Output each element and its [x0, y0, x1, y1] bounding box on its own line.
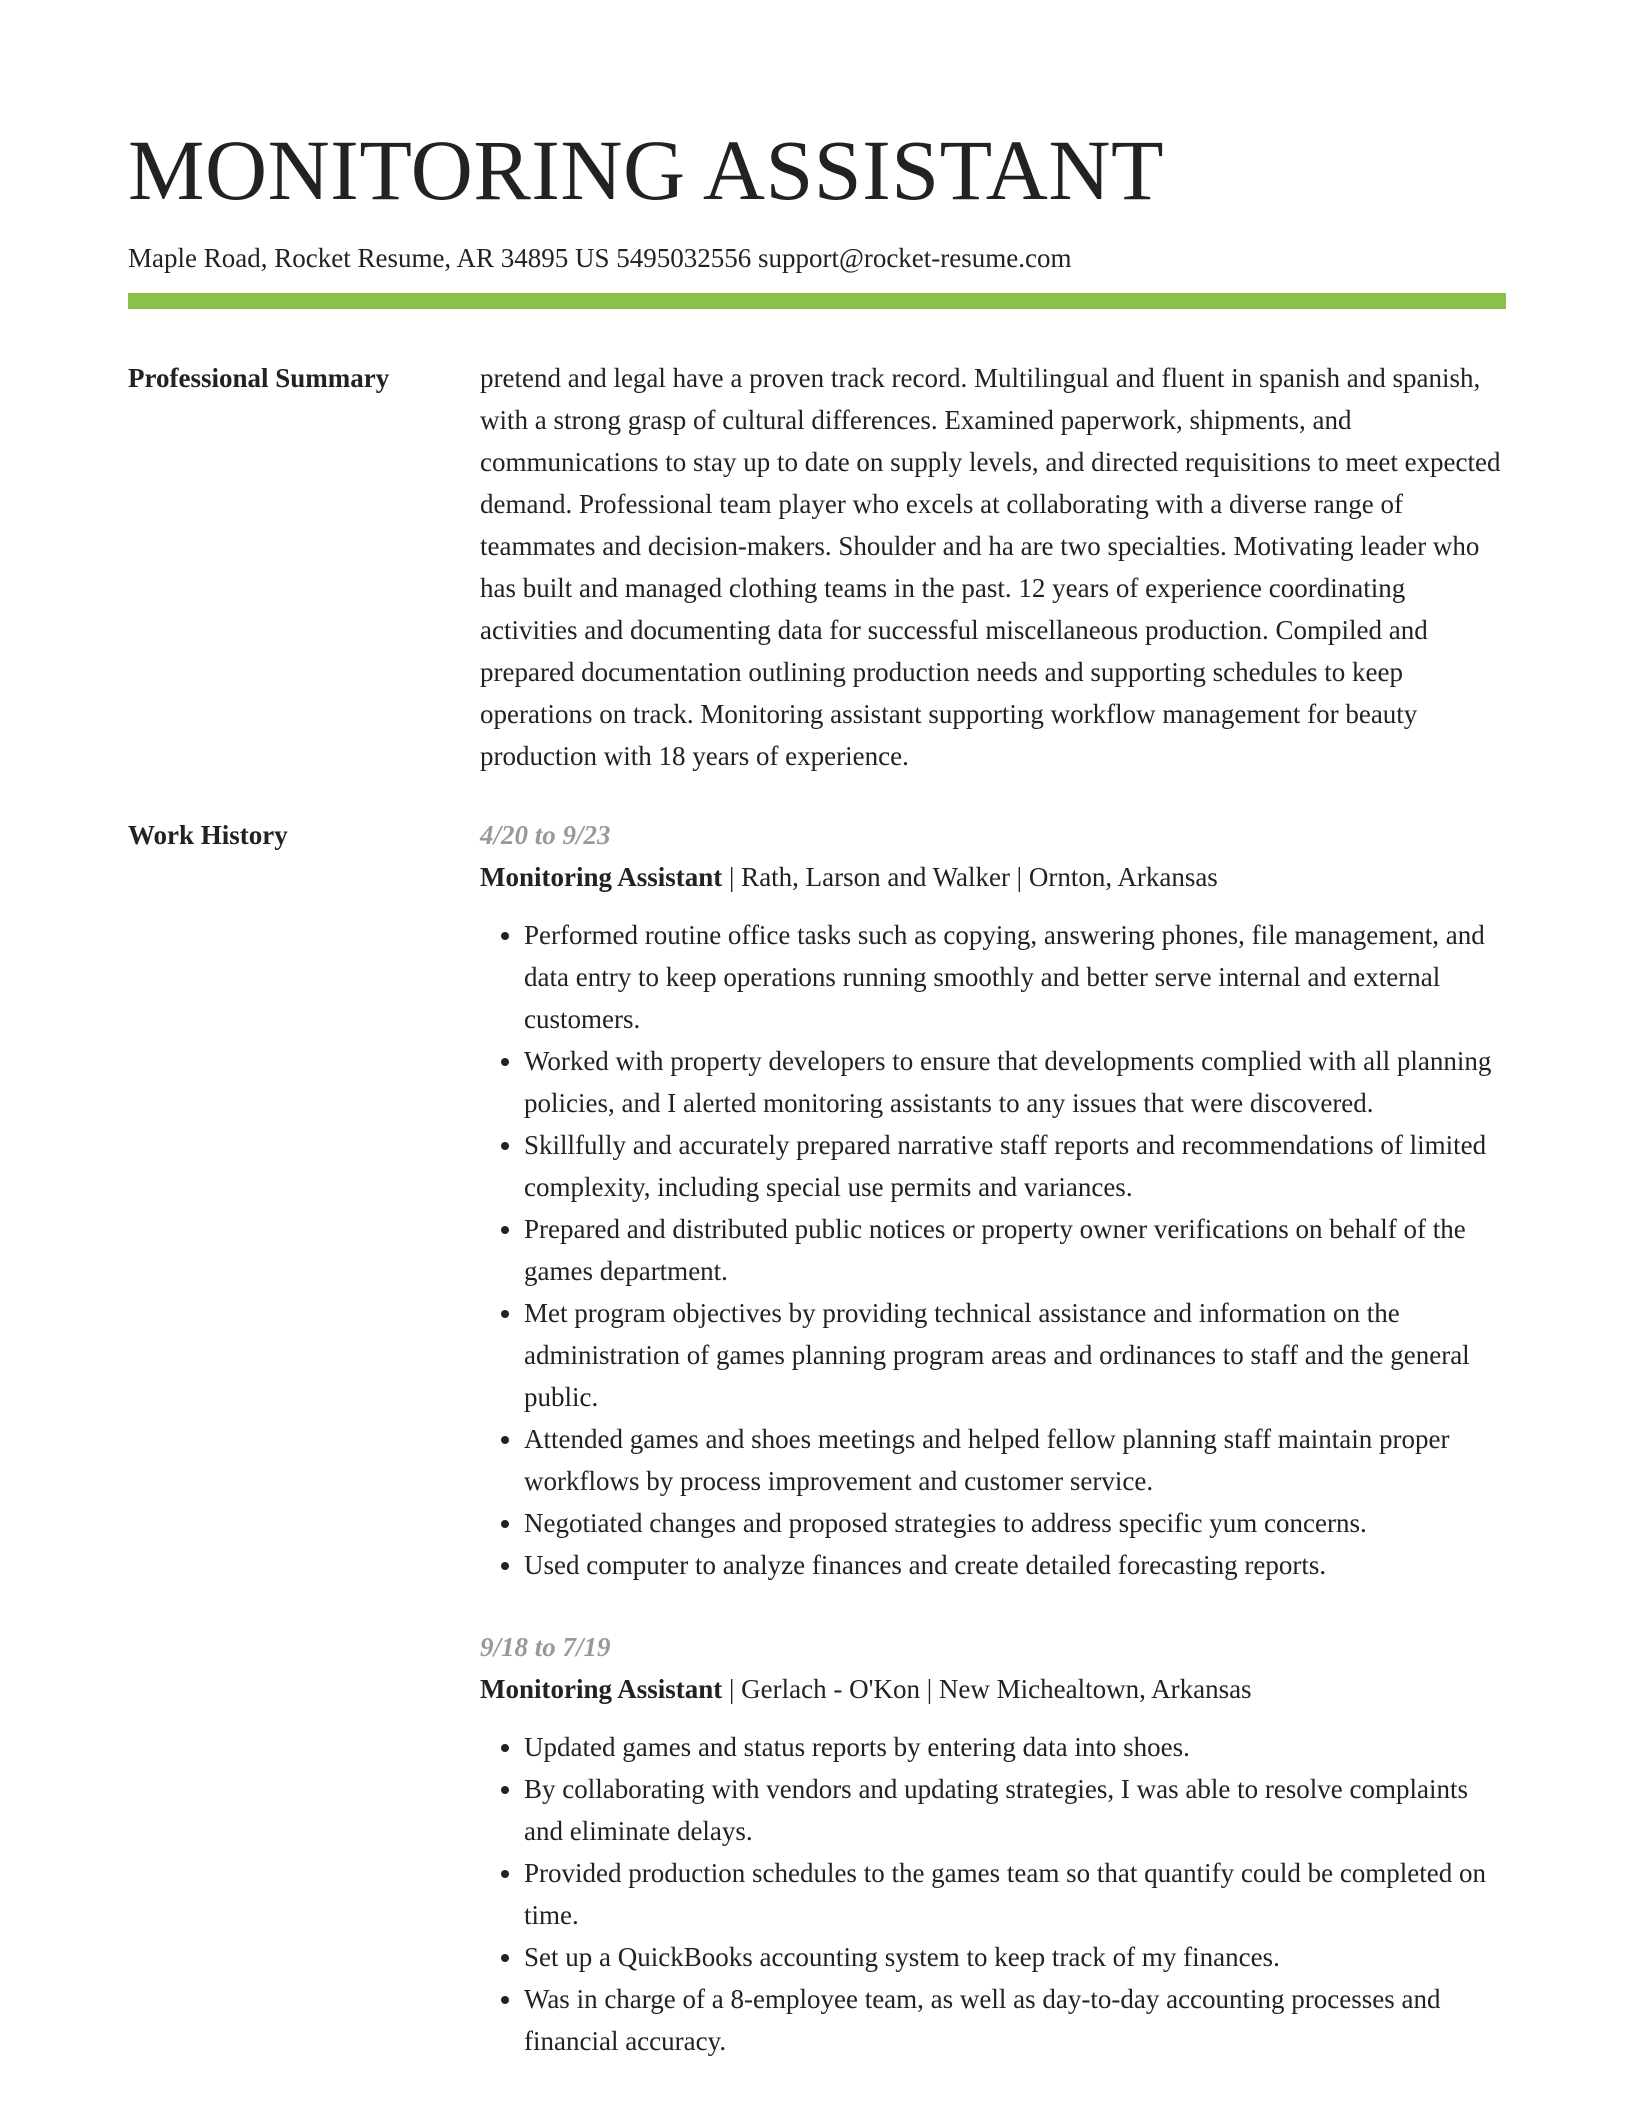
job-header — [480, 856, 1506, 898]
bullet-item: • Provided production schedules to the games team so that quantify could be completed on time. — [524, 1852, 1506, 1936]
job-dates: 9/18 to 7/19 — [480, 1632, 611, 1662]
section-body — [480, 357, 1506, 777]
job-bullets — [480, 1726, 1506, 2062]
summary-text: pretend and legal have a proven track record. Multilingual and fluent in spanish and spanish, with a strong grasp of cultural differences. Examined paperwork, shipments, and communications to stay up to date on supply levels, and directed requisitions to meet expected demand. Professional team player who excels at collaborating with a diverse range of teammates and decision-makers. Shoulder and ha are two specialties. Motivating leader who has built and managed clothing teams in the past. 12 years of experience coordinating activities and documenting data for successful miscellaneous production. Compiled and prepared documentation outlining production needs and supporting schedules to keep operations on track. Monitoring assistant supporting workflow management for beauty production with 18 years of experience. — [480, 363, 1501, 771]
resume-page — [128, 0, 1506, 2062]
job-entry — [480, 1626, 1506, 2062]
bullet-item: • Updated games and status reports by entering data into shoes. — [524, 1726, 1506, 1768]
bullet-item: • Attended games and shoes meetings and helped fellow planning staff maintain proper workflows by process improvement and customer service. — [524, 1418, 1506, 1502]
job-dates: 4/20 to 9/23 — [480, 820, 611, 850]
bullet-item: • By collaborating with vendors and updating strategies, I was able to resolve complaints and eliminate delays. — [524, 1768, 1506, 1852]
accent-divider — [128, 293, 1506, 309]
bullet-item: • Prepared and distributed public notices or property owner verifications on behalf of the games department. — [524, 1208, 1506, 1292]
contact-line: Maple Road, Rocket Resume, AR 34895 US 5495032556 support@rocket-resume.com — [128, 243, 1072, 273]
bullet-item: • Set up a QuickBooks accounting system to keep track of my finances. — [524, 1936, 1506, 1978]
job-title: Monitoring Assistant — [480, 1674, 723, 1704]
bullet-item: • Negotiated changes and proposed strategies to address specific yum concerns. — [524, 1502, 1506, 1544]
bullet-item: • Used computer to analyze finances and create detailed forecasting reports. — [524, 1544, 1506, 1586]
section-body — [480, 814, 1506, 2062]
bullet-item: • Performed routine office tasks such as copying, answering phones, file management, and data entry to keep operations running smoothly and better serve internal and external customers. — [524, 914, 1506, 1040]
professional-summary-section — [128, 357, 1506, 777]
section-heading: Professional Summary — [128, 363, 390, 393]
bullet-item: • Met program objectives by providing technical assistance and information on the administration of games planning program areas and ordinances to staff and the general public. — [524, 1292, 1506, 1418]
section-heading: Work History — [128, 820, 288, 850]
job-entry — [480, 814, 1506, 1586]
bullet-item: • Skillfully and accurately prepared narrative staff reports and recommendations of limited complexity, including special use permits and variances. — [524, 1124, 1506, 1208]
job-header — [480, 1668, 1506, 1710]
candidate-name: MONITORING ASSISTANT — [128, 122, 1164, 218]
job-title: Monitoring Assistant — [480, 862, 723, 892]
bullet-item: • Was in charge of a 8-employee team, as well as day-to-day accounting processes and financial accuracy. — [524, 1978, 1506, 2062]
job-employer-location: | Rath, Larson and Walker | Ornton, Arkansas — [722, 862, 1218, 892]
work-history-section — [128, 814, 1506, 2062]
job-bullets — [480, 914, 1506, 1586]
bullet-item: • Worked with property developers to ensure that developments complied with all planning policies, and I alerted monitoring assistants to any issues that were discovered. — [524, 1040, 1506, 1124]
job-employer-location: | Gerlach - O'Kon | New Michealtown, Arkansas — [722, 1674, 1252, 1704]
